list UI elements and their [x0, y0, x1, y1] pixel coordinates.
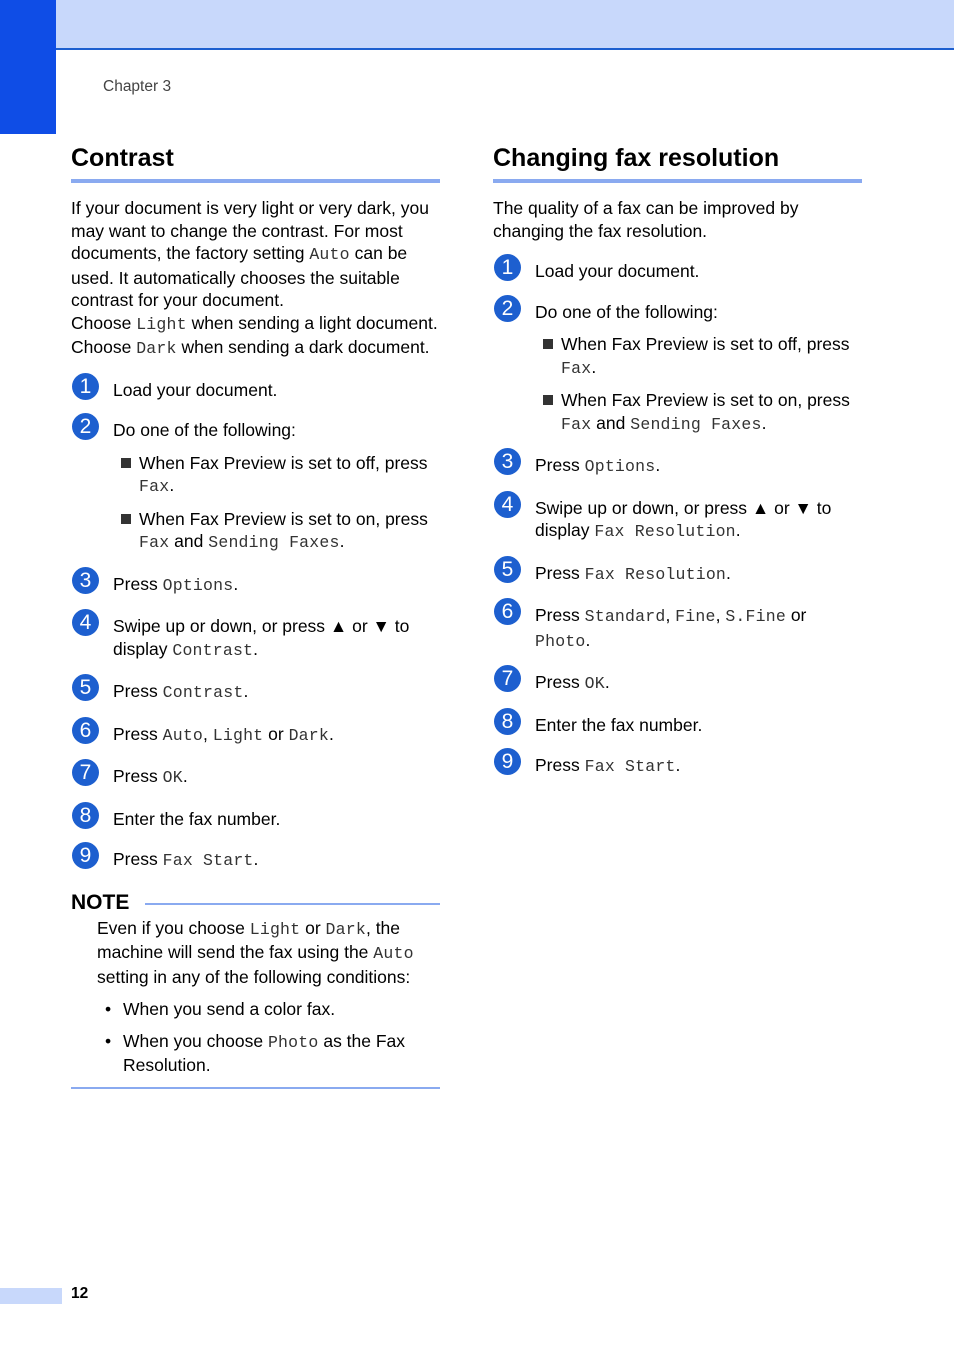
step-item — [71, 844, 440, 873]
menu-option-text: Light — [212, 725, 264, 745]
step-number-icon: 4 — [494, 491, 521, 518]
menu-option-text: Dark — [288, 725, 329, 745]
menu-option-text: Dark — [325, 919, 366, 939]
step-item — [71, 803, 440, 831]
menu-option-text: Auto — [373, 944, 414, 963]
menu-option-text: Fax — [139, 533, 170, 552]
text-run: Press — [113, 766, 163, 786]
page-number: 12 — [71, 1285, 89, 1302]
text-run: or — [300, 917, 326, 938]
note-bullet-item — [97, 998, 440, 1021]
text-run: When Fax Preview is set to off, press — [139, 452, 428, 473]
text-run: When Fax Preview is set to off, press — [561, 334, 850, 354]
step-number-icon: 5 — [72, 674, 99, 701]
text-run: and — [169, 531, 209, 551]
contrast-heading: Contrast — [71, 142, 440, 183]
step-item — [493, 492, 862, 544]
square-bullet-icon — [121, 514, 131, 524]
step-item — [493, 256, 862, 283]
step-number-icon: 8 — [494, 708, 521, 735]
text-run: . — [604, 672, 610, 692]
text-run: Press — [113, 573, 163, 594]
step-number-icon: 6 — [72, 717, 99, 744]
text-run: . — [233, 573, 239, 594]
square-bullet-icon — [121, 458, 131, 468]
text-run: . — [591, 356, 597, 377]
menu-option-text: Fax Start — [162, 851, 254, 870]
text-run: . — [675, 755, 681, 775]
step-number-icon: 1 — [72, 373, 99, 400]
step-text — [535, 497, 862, 544]
step-item — [71, 611, 440, 662]
text-run: can be used. It automatically chooses the suitable contrast for your document. — [71, 243, 408, 310]
step-item — [493, 557, 862, 587]
square-bullet-icon — [543, 395, 553, 405]
contrast-section — [71, 142, 440, 1089]
fax-resolution-intro — [493, 197, 862, 242]
step-text — [535, 562, 862, 587]
text-run: Load your document. — [113, 379, 278, 400]
text-run: The quality of a fax can be improved by changing the fax resolution. — [493, 198, 799, 241]
text-run: Press — [113, 681, 163, 701]
menu-option-text: Fine — [675, 607, 716, 626]
step-text — [113, 573, 440, 598]
step-text — [113, 419, 440, 442]
contrast-steps — [71, 374, 440, 873]
text-run: . — [726, 562, 731, 583]
menu-option-text: OK — [584, 674, 605, 693]
text-run: when sending a dark document. — [176, 337, 430, 357]
text-run: . — [735, 520, 741, 540]
sub-option-item — [113, 508, 440, 555]
text-run: Do one of the following: — [535, 301, 718, 322]
text-run: . — [182, 766, 188, 786]
step-number-icon: 6 — [494, 598, 521, 625]
step-number-icon: 3 — [72, 567, 99, 594]
step-text — [113, 808, 440, 831]
text-run: Enter the fax number. — [113, 808, 281, 829]
step-text — [113, 615, 440, 662]
menu-option-text: Photo — [267, 1032, 319, 1052]
chapter-tab — [0, 0, 56, 134]
step-text — [535, 671, 862, 696]
step-text — [113, 765, 440, 790]
text-run: Press — [113, 849, 163, 869]
text-run: as the Fax Resolution. — [123, 1030, 406, 1075]
menu-option-text: Auto — [309, 245, 350, 264]
text-run: When you send a color fax. — [123, 999, 336, 1019]
note-header — [71, 891, 440, 915]
menu-option-text: Light — [249, 919, 301, 939]
menu-option-text: Contrast — [162, 683, 244, 702]
bullet-dot-icon: • — [105, 999, 112, 1019]
text-run: When Fax Preview is set to on, press — [561, 390, 850, 410]
menu-option-text: Sending Faxes — [630, 414, 762, 434]
note-bullets — [97, 998, 440, 1077]
text-run: , — [203, 723, 213, 744]
step-number-icon: 9 — [494, 748, 521, 775]
step-item — [71, 415, 440, 555]
note-rule — [145, 903, 440, 905]
step-text — [535, 260, 862, 283]
sub-option-item — [535, 333, 862, 380]
text-run: . — [243, 681, 249, 701]
step-item — [493, 709, 862, 737]
step-text — [535, 714, 862, 737]
menu-option-text: Fax Resolution — [584, 564, 727, 584]
step-item — [493, 667, 862, 696]
step-text — [113, 848, 440, 873]
step-item — [493, 450, 862, 479]
step-number-icon: 5 — [494, 556, 521, 583]
text-run: and — [591, 412, 631, 433]
step-text — [113, 379, 440, 402]
step-item — [493, 600, 862, 653]
sub-option-item — [113, 452, 440, 499]
bullet-dot-icon: • — [105, 1030, 112, 1051]
text-run: Even if you choose — [97, 917, 250, 938]
step-text — [113, 723, 440, 748]
sub-option-item — [535, 389, 862, 436]
menu-option-text: Photo — [535, 631, 586, 651]
menu-option-text: Contrast — [172, 640, 254, 660]
step-sub-options — [535, 333, 862, 436]
menu-option-text: Options — [162, 575, 234, 595]
text-run: Choose — [71, 312, 137, 333]
text-run: . — [253, 638, 259, 659]
footer-bar — [0, 1288, 62, 1304]
text-run: setting in any of the following conditions: — [97, 966, 411, 987]
header-band — [56, 0, 954, 50]
note-body — [71, 917, 440, 1077]
step-number-icon: 1 — [494, 254, 521, 281]
text-run: Load your document. — [535, 261, 700, 281]
menu-option-text: Auto — [162, 725, 204, 745]
chapter-label: Chapter 3 — [103, 78, 172, 95]
step-text — [535, 754, 862, 779]
text-run: , the machine will send the fax using the — [97, 917, 401, 962]
step-sub-options — [113, 452, 440, 555]
note-bottom-rule — [71, 1087, 440, 1089]
step-item — [71, 761, 440, 790]
fax-resolution-steps — [493, 256, 862, 779]
text-run: Press — [535, 562, 585, 583]
text-run: . — [585, 629, 591, 650]
menu-option-text: Fax Resolution — [594, 522, 736, 541]
text-run: . — [761, 412, 767, 433]
text-run: Press — [535, 605, 585, 625]
text-run: . — [329, 723, 334, 744]
menu-option-text: Standard — [584, 607, 666, 626]
text-run: Enter the fax number. — [535, 714, 703, 735]
fax-resolution-section — [493, 142, 862, 797]
step-text — [535, 301, 862, 324]
step-number-icon: 9 — [72, 842, 99, 869]
text-run: or — [263, 723, 289, 744]
text-run: Swipe up or down, or press ▲ or ▼ to display — [113, 616, 410, 659]
menu-option-text: Light — [136, 314, 187, 334]
step-item — [71, 676, 440, 705]
text-run: Press — [535, 455, 585, 475]
step-number-icon: 7 — [494, 665, 521, 692]
contrast-intro — [71, 197, 440, 361]
step-item — [71, 374, 440, 402]
text-run: Do one of the following: — [113, 420, 296, 440]
menu-option-text: Fax — [139, 477, 170, 496]
menu-option-text: Fax Start — [584, 757, 676, 776]
text-run: . — [169, 475, 175, 495]
step-number-icon: 2 — [494, 295, 521, 322]
text-run: If your document is very light or very dark, you may want to change the contrast. For most documents, the factory setting — [71, 198, 429, 263]
text-run: Press — [535, 755, 585, 775]
note-bullet-item — [97, 1030, 440, 1077]
menu-option-text: Fax — [561, 414, 592, 434]
text-run: . — [655, 455, 661, 475]
menu-option-text: Fax — [561, 358, 592, 378]
menu-option-text: Options — [584, 457, 656, 476]
step-number-icon: 2 — [72, 413, 99, 440]
step-number-icon: 4 — [72, 609, 99, 636]
menu-option-text: Sending Faxes — [208, 533, 340, 552]
text-run: , — [665, 605, 676, 625]
step-number-icon: 3 — [494, 448, 521, 475]
square-bullet-icon — [543, 339, 553, 349]
text-run: Press — [535, 672, 585, 692]
text-run: Press — [113, 723, 163, 744]
note-box — [71, 891, 440, 1089]
step-text — [113, 680, 440, 705]
text-run: . — [339, 531, 345, 551]
text-run: Swipe up or down, or press ▲ or ▼ to display — [535, 497, 832, 540]
text-run: When you choose — [123, 1030, 268, 1051]
text-run: when sending a light document. Choose — [71, 312, 438, 357]
menu-option-text: Dark — [136, 339, 177, 358]
fax-resolution-heading: Changing fax resolution — [493, 142, 862, 183]
step-item — [71, 568, 440, 598]
step-number-icon: 7 — [72, 759, 99, 786]
step-text — [535, 604, 862, 653]
step-number-icon: 8 — [72, 802, 99, 829]
menu-option-text: S.Fine — [725, 607, 786, 626]
note-title: NOTE — [71, 890, 130, 914]
text-run: or — [785, 605, 807, 625]
text-run: . — [253, 849, 259, 869]
note-text — [97, 917, 440, 989]
step-item — [493, 750, 862, 779]
text-run: When Fax Preview is set to on, press — [139, 508, 428, 529]
step-item — [71, 718, 440, 748]
step-text — [535, 454, 862, 479]
menu-option-text: OK — [162, 768, 183, 787]
step-item — [493, 296, 862, 437]
text-run: , — [715, 605, 726, 625]
